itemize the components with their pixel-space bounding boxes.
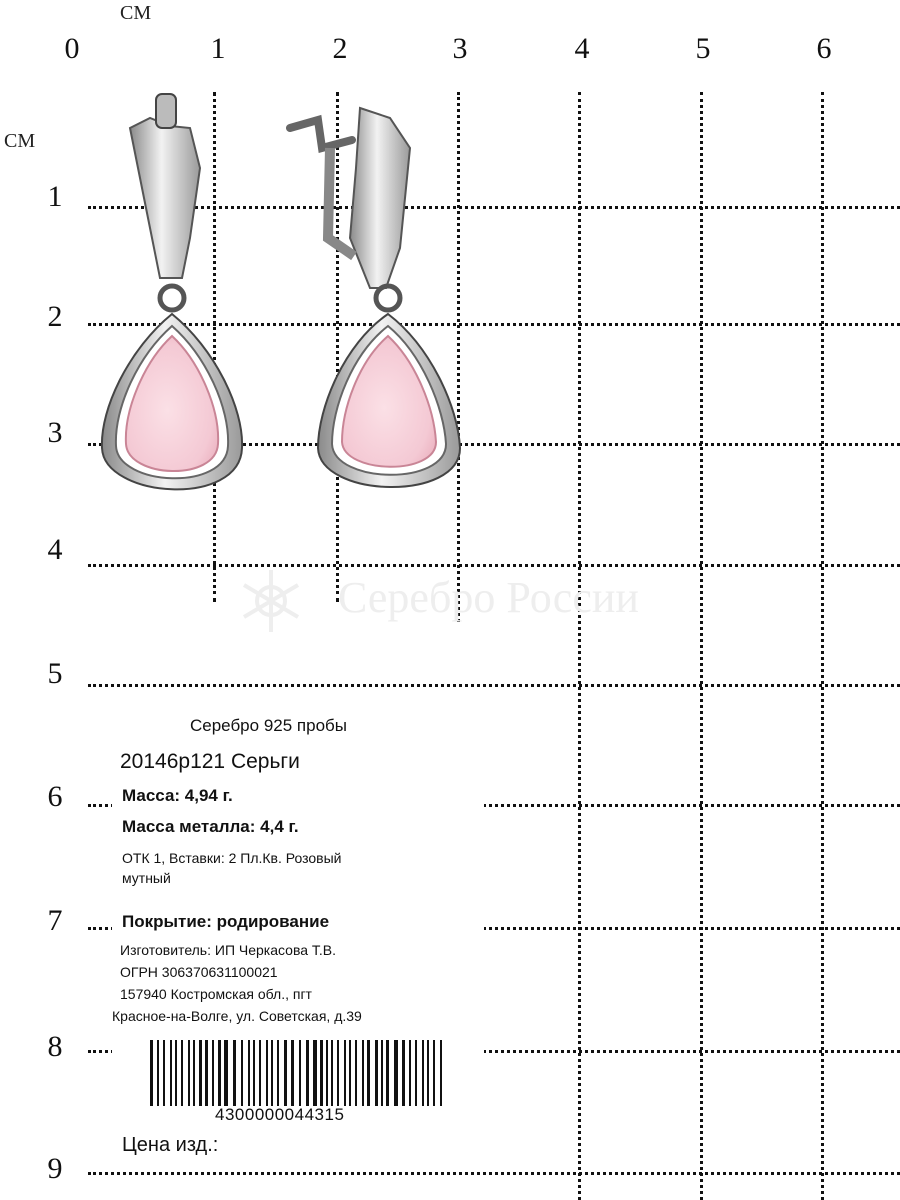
top-unit-label: СМ <box>120 2 152 24</box>
barcode-bar <box>193 1040 195 1106</box>
barcode-bar <box>248 1040 250 1106</box>
ogrn-line: ОГРН 306370631100021 <box>120 964 278 980</box>
barcode-bar <box>199 1040 202 1106</box>
barcode-number: 4300000044315 <box>215 1105 345 1124</box>
barcode-bar <box>212 1040 214 1106</box>
purity-line: Серебро 925 пробы <box>190 716 347 735</box>
barcode-bar <box>381 1040 383 1106</box>
row-label-5: 5 <box>47 657 63 690</box>
watermark-text: Серебро России <box>338 573 639 622</box>
barcode-bar <box>188 1040 190 1106</box>
barcode-bar <box>253 1040 255 1106</box>
row-label-9: 9 <box>47 1152 63 1185</box>
left-earring <box>102 94 242 489</box>
barcode-bar <box>331 1040 333 1106</box>
barcode-bar <box>299 1040 301 1106</box>
barcode-bar <box>313 1040 317 1106</box>
grid-vline-6 <box>821 92 824 1200</box>
barcode-bar <box>306 1040 309 1106</box>
barcode-bar <box>440 1040 442 1106</box>
inserts-line: ОТК 1, Вставки: 2 Пл.Кв. Розовый <box>122 850 342 866</box>
weight-line: Масса: 4,94 г. <box>122 786 233 805</box>
barcode-bar <box>181 1040 183 1106</box>
barcode-bar <box>150 1040 153 1106</box>
barcode-bar <box>427 1040 429 1106</box>
barcode-bar <box>175 1040 177 1106</box>
grid-vline-5 <box>700 92 703 1200</box>
barcode-bar <box>375 1040 378 1106</box>
coating-line: Покрытие: родирование <box>122 912 330 931</box>
barcode-bar <box>233 1040 236 1106</box>
barcode-bar <box>320 1040 323 1106</box>
barcode-bar <box>433 1040 435 1106</box>
barcode-bar <box>349 1040 351 1106</box>
address-line-2: Красное-на-Волге, ул. Советская, д.39 <box>112 1008 362 1024</box>
price-label: Цена изд.: <box>122 1134 219 1156</box>
barcode-bar <box>402 1040 405 1106</box>
barcode-bar <box>277 1040 279 1106</box>
inserts-line-2: мутный <box>122 870 171 886</box>
row-label-1: 1 <box>47 180 63 213</box>
barcode-icon <box>148 1040 448 1106</box>
barcode-bar <box>163 1040 165 1106</box>
barcode-bar <box>409 1040 411 1106</box>
article-line: 20146р121 Серьги <box>120 750 300 773</box>
barcode-bar <box>362 1040 364 1106</box>
row-label-7: 7 <box>47 904 63 937</box>
row-label-4: 4 <box>47 533 63 566</box>
barcode-bar <box>291 1040 294 1106</box>
barcode-bar <box>157 1040 159 1106</box>
barcode-bar <box>326 1040 328 1106</box>
row-label-6: 6 <box>47 780 63 813</box>
metal-weight-line: Масса металла: 4,4 г. <box>122 817 299 836</box>
grid-vline-4 <box>578 92 581 1200</box>
barcode-bar <box>224 1040 228 1106</box>
barcode-bar <box>259 1040 261 1106</box>
grid-hline-9 <box>88 1172 900 1175</box>
barcode-bar <box>355 1040 357 1106</box>
barcode-bar <box>170 1040 172 1106</box>
barcode-bar <box>367 1040 370 1106</box>
earrings-photo <box>90 88 470 518</box>
col-label-6: 6 <box>816 32 832 65</box>
barcode-bar <box>271 1040 273 1106</box>
barcode-bar <box>422 1040 424 1106</box>
barcode-bar <box>241 1040 243 1106</box>
right-earring <box>290 108 460 487</box>
row-label-3: 3 <box>47 416 63 449</box>
watermark <box>236 566 676 636</box>
barcode-bar <box>344 1040 346 1106</box>
barcode-bar <box>415 1040 417 1106</box>
row-label-2: 2 <box>47 300 63 333</box>
address-line-1: 157940 Костромская обл., пгт <box>120 986 312 1002</box>
manufacturer-line: Изготовитель: ИП Черкасова Т.В. <box>120 942 337 958</box>
col-label-4: 4 <box>574 32 590 65</box>
barcode-bar <box>266 1040 268 1106</box>
col-label-1: 1 <box>210 32 226 65</box>
barcode-bar <box>284 1040 287 1106</box>
barcode-bar <box>218 1040 221 1106</box>
row-label-8: 8 <box>47 1030 63 1063</box>
col-label-2: 2 <box>332 32 348 65</box>
col-label-5: 5 <box>695 32 711 65</box>
col-label-3: 3 <box>452 32 468 65</box>
col-label-0: 0 <box>64 32 80 65</box>
barcode-bar <box>386 1040 389 1106</box>
barcode-bar <box>394 1040 398 1106</box>
barcode-bar <box>205 1040 208 1106</box>
left-unit-label: СМ <box>4 130 36 152</box>
barcode-bar <box>337 1040 339 1106</box>
grid-hline-5 <box>88 684 900 687</box>
snowflake-logo-icon <box>236 566 306 636</box>
